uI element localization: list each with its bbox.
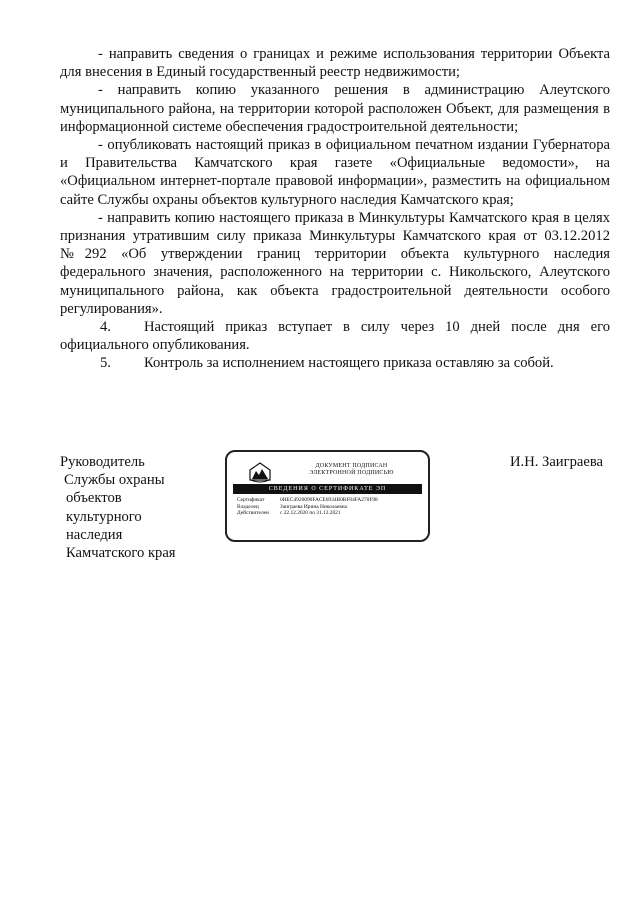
paragraph-ministry: - направить копию настоящего приказа в Минкультуры Камчатского края в целях признания утратившим силу приказа Минкультуры Камчатского края от 03.12.2012 №292 «Об утверждении границ территории объекта культурного наследия федерального значения, расположенного на территории с. Никольского, Алеутского муниципального района, как объекта градостроительной деятельности особого регулирования». — [60, 209, 610, 317]
position-line: Камчатского края — [66, 545, 176, 562]
stamp-details — [237, 497, 422, 517]
stamp-title-line: ДОКУМЕНТ ПОДПИСАН — [315, 463, 388, 469]
stamp-value: 0HEC4920090FACE6934B0BF04FA270F98 — [280, 497, 378, 503]
position-line: наследия — [66, 526, 123, 543]
stamp-value: Заиграева Ирина Николаевна — [280, 503, 348, 510]
signatory-name: И.Н. Заиграева — [510, 454, 604, 470]
stamp-row-validity — [237, 510, 422, 517]
stamp-value: с 22.12.2020 по 31.12.2021 — [280, 510, 341, 517]
item-number: 4. — [100, 319, 111, 336]
item-text: Контроль за исполнением настоящего приказа оставляю за собой. — [144, 355, 554, 372]
position-line: Службы охраны — [64, 472, 165, 489]
paragraph-publish: - опубликовать настоящий приказ в официальном печатном издании Губернатора и Правительства Камчатского края газете «Официальные ведомости», на «Официальном интернет-портале правовой информации», разместить на официальном сайте Службы охраны объектов культурного наследия Камчатского края; — [60, 137, 610, 208]
stamp-title-line: ЭЛЕКТРОННОЙ ПОДПИСЬЮ — [309, 470, 394, 476]
item-number: 5. — [100, 355, 111, 372]
numbered-item-4 — [60, 318, 610, 354]
stamp-label: Сертификат — [237, 497, 265, 503]
paragraph-cadastre: - направить сведения о границах и режиме использования территории Объекта для внесения в Единый государственный реестр недвижимости; — [60, 46, 610, 81]
stamp-title — [279, 463, 424, 477]
electronic-signature-stamp — [225, 450, 430, 542]
stamp-certificate-bar: СВЕДЕНИЯ О СЕРТИФИКАТЕ ЭП — [233, 484, 422, 494]
numbered-item-5 — [60, 354, 610, 372]
stamp-row-certificate — [237, 497, 422, 504]
kamchatka-coat-of-arms-icon — [247, 460, 273, 484]
document-body — [60, 45, 610, 373]
position-line: Руководитель — [60, 454, 145, 470]
stamp-label: Действителен — [237, 510, 269, 517]
position-line: объектов — [66, 490, 122, 507]
stamp-label: Владелец — [237, 503, 259, 510]
signatory-position — [60, 453, 176, 562]
position-line: культурного — [66, 508, 142, 525]
paragraph-administration: - направить копию указанного решения в администрацию Алеутского муниципального района, на территории которой расположен Объект, для размещения в информационной системе обеспечения градостроительной деятельности; — [60, 82, 610, 135]
item-text: Настоящий приказ вступает в силу через 10 дней после дня его официального опубликования. — [60, 319, 610, 354]
